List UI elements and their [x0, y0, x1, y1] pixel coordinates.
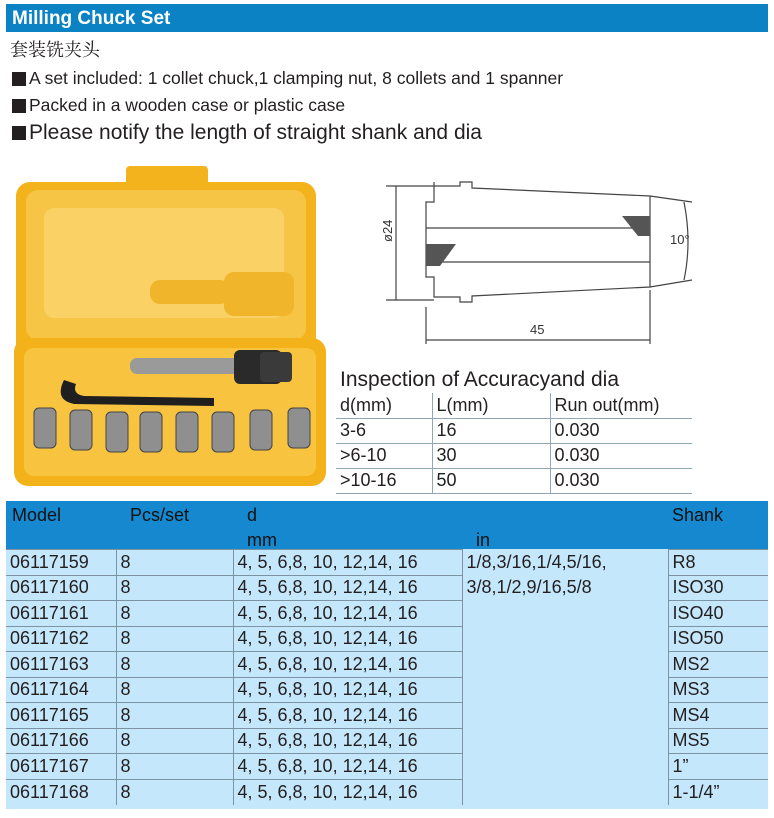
- table-row: [6, 550, 768, 576]
- mm-cell: 4, 5, 6,8, 10, 12,14, 16: [233, 601, 462, 627]
- bullet-square-icon: [12, 99, 26, 113]
- pcs-cell: 8: [116, 652, 233, 678]
- model-cell: 06117160: [6, 575, 116, 601]
- pcs-cell: 8: [116, 703, 233, 729]
- model-cell: 06117168: [6, 779, 116, 805]
- page-title: Milling Chuck Set: [12, 8, 171, 29]
- pcs-cell: 8: [116, 728, 233, 754]
- inspection-header-cell: d(mm): [336, 393, 432, 418]
- pcs-cell: 8: [116, 550, 233, 576]
- inspection-cell: 0.030: [550, 443, 692, 468]
- length-label: 45: [530, 322, 545, 337]
- table-row: [6, 779, 768, 805]
- model-cell: 06117167: [6, 754, 116, 780]
- inspection-row: [336, 418, 692, 443]
- shank-cell: MS3: [668, 677, 768, 703]
- bullet-item: [12, 121, 482, 145]
- model-cell: 06117166: [6, 728, 116, 754]
- table-row: [6, 754, 768, 780]
- mm-cell: 4, 5, 6,8, 10, 12,14, 16: [233, 677, 462, 703]
- inch-sizes-line-2: 3/8,1/2,9/16,5/8: [462, 575, 668, 601]
- spec-table-header: [6, 501, 768, 549]
- inspection-cell: 16: [432, 418, 550, 443]
- diameter-label: ø24: [380, 219, 395, 242]
- shank-cell: MS2: [668, 652, 768, 678]
- shank-cell: ISO50: [668, 626, 768, 652]
- spec-table: [6, 501, 768, 809]
- mm-cell: 4, 5, 6,8, 10, 12,14, 16: [233, 626, 462, 652]
- table-row: [6, 677, 768, 703]
- inspection-cell: 30: [432, 443, 550, 468]
- pcs-cell: 8: [116, 601, 233, 627]
- inspection-cell: 3-6: [336, 418, 432, 443]
- table-row: [6, 626, 768, 652]
- shank-cell: 1-1/4”: [668, 779, 768, 805]
- model-cell: 06117162: [6, 626, 116, 652]
- inspection-header-cell: Run out(mm): [550, 393, 692, 418]
- table-row: [6, 652, 768, 678]
- inch-cell: [462, 626, 668, 652]
- pcs-cell: 8: [116, 754, 233, 780]
- model-cell: 06117159: [6, 550, 116, 576]
- bullet-square-icon: [12, 72, 26, 86]
- shank-cell: ISO40: [668, 601, 768, 627]
- shank-cell: MS5: [668, 728, 768, 754]
- inch-cell: [462, 779, 668, 805]
- table-row: [6, 575, 768, 601]
- inspection-cell: >10-16: [336, 468, 432, 493]
- inspection-cell: >6-10: [336, 443, 432, 468]
- shank-cell: 1”: [668, 754, 768, 780]
- shank-cell: ISO30: [668, 575, 768, 601]
- model-cell: 06117161: [6, 601, 116, 627]
- model-cell: 06117163: [6, 652, 116, 678]
- header-shank: Shank: [672, 505, 724, 525]
- inch-cell: [462, 703, 668, 729]
- mm-cell: 4, 5, 6,8, 10, 12,14, 16: [233, 575, 462, 601]
- shank-cell: R8: [668, 550, 768, 576]
- product-case-image: [14, 160, 330, 490]
- mm-cell: 4, 5, 6,8, 10, 12,14, 16: [233, 754, 462, 780]
- inspection-title: Inspection of Accuracyand dia: [340, 368, 620, 391]
- inspection-table: [336, 393, 692, 494]
- header-model: Model: [12, 505, 62, 525]
- mm-cell: 4, 5, 6,8, 10, 12,14, 16: [233, 703, 462, 729]
- header-d: d: [247, 505, 258, 525]
- pcs-cell: 8: [116, 677, 233, 703]
- bullet-item: [12, 68, 563, 89]
- bullet-square-icon: [12, 126, 26, 140]
- pcs-cell: 8: [116, 779, 233, 805]
- header-mm: mm: [247, 530, 277, 550]
- header-in: in: [476, 530, 491, 550]
- collet-technical-drawing: [366, 172, 706, 362]
- spec-table-body: [6, 549, 768, 805]
- bullet-text: Please notify the length of straight shank and dia: [29, 121, 482, 144]
- pcs-cell: 8: [116, 626, 233, 652]
- inspection-cell: 0.030: [550, 468, 692, 493]
- inspection-cell: 50: [432, 468, 550, 493]
- inch-cell: [462, 601, 668, 627]
- inch-cell: [462, 728, 668, 754]
- inspection-row: [336, 468, 692, 493]
- mm-cell: 4, 5, 6,8, 10, 12,14, 16: [233, 652, 462, 678]
- table-row: [6, 728, 768, 754]
- inch-cell: [462, 677, 668, 703]
- inspection-header-row: [336, 393, 692, 418]
- bullet-text: Packed in a wooden case or plastic case: [29, 95, 346, 115]
- inch-cell: [462, 754, 668, 780]
- bullet-text: A set included: 1 collet chuck,1 clamping nut, 8 collets and 1 spanner: [29, 68, 564, 88]
- table-row: [6, 703, 768, 729]
- inspection-header-cell: L(mm): [432, 393, 550, 418]
- pcs-cell: 8: [116, 575, 233, 601]
- title-bar: [6, 4, 768, 32]
- model-cell: 06117165: [6, 703, 116, 729]
- mm-cell: 4, 5, 6,8, 10, 12,14, 16: [233, 728, 462, 754]
- angle-label: 10°: [670, 232, 690, 247]
- bullet-item: [12, 95, 345, 116]
- header-pcs: Pcs/set: [130, 505, 190, 525]
- shank-cell: MS4: [668, 703, 768, 729]
- mm-cell: 4, 5, 6,8, 10, 12,14, 16: [233, 779, 462, 805]
- model-cell: 06117164: [6, 677, 116, 703]
- inch-cell: [462, 652, 668, 678]
- table-row: [6, 601, 768, 627]
- inspection-row: [336, 443, 692, 468]
- chinese-subtitle: 套装铣夹头: [10, 40, 100, 61]
- inspection-cell: 0.030: [550, 418, 692, 443]
- inch-sizes-line-1: 1/8,3/16,1/4,5/16,: [462, 550, 668, 576]
- mm-cell: 4, 5, 6,8, 10, 12,14, 16: [233, 550, 462, 576]
